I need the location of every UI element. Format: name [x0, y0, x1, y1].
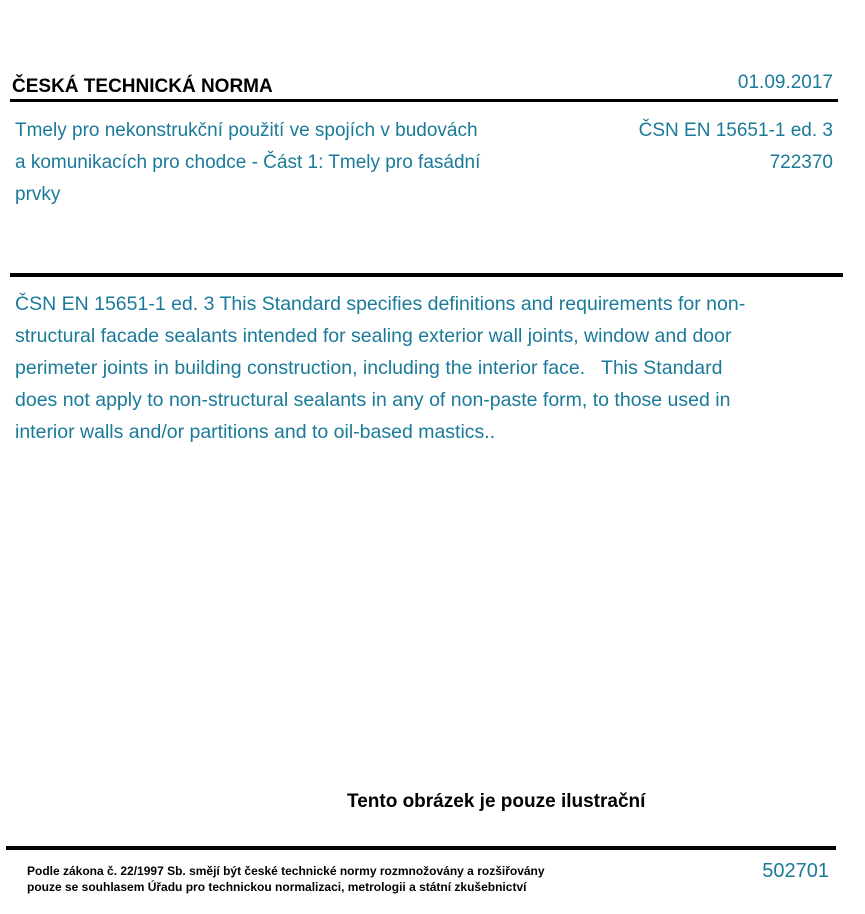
standard-abstract: ČSN EN 15651-1 ed. 3 This Standard specifies definitions and requirements for non-structural facade sealants intended for sealing exterior wall joints, window and door perimeter joints in building construction, including the interior face. This Standard does not apply to non-structural sealants in any of non-paste form, to those used in interior walls and/or partitions and to oil-based mastics..: [15, 293, 746, 443]
document-type-title: ČESKÁ TECHNICKÁ NORMA: [12, 76, 273, 97]
standard-designation: ČSN EN 15651-1 ed. 3: [638, 120, 833, 141]
legal-line-1: Podle zákona č. 22/1997 Sb. smějí být české technické normy rozmnožovány a rozšiřovány: [27, 864, 545, 878]
header-divider: [10, 99, 838, 102]
illustration-note: Tento obrázek je pouze ilustrační: [347, 791, 646, 812]
legal-notice: [27, 863, 545, 895]
standard-identifiers: [639, 115, 833, 179]
footer-divider: [6, 846, 836, 850]
legal-line-2: pouze se souhlasem Úřadu pro technickou normalizaci, metrologii a státní zkušebnictví: [27, 880, 527, 894]
publication-date: 01.09.2017: [737, 72, 833, 93]
section-divider: [10, 273, 843, 277]
catalog-number: 502701: [762, 860, 829, 882]
classification-code: 722370: [769, 152, 833, 173]
standard-title: Tmely pro nekonstrukční použití ve spojích v budovách a komunikacích pro chodce - Část 1: Tmely pro fasádní prvky: [15, 120, 481, 205]
